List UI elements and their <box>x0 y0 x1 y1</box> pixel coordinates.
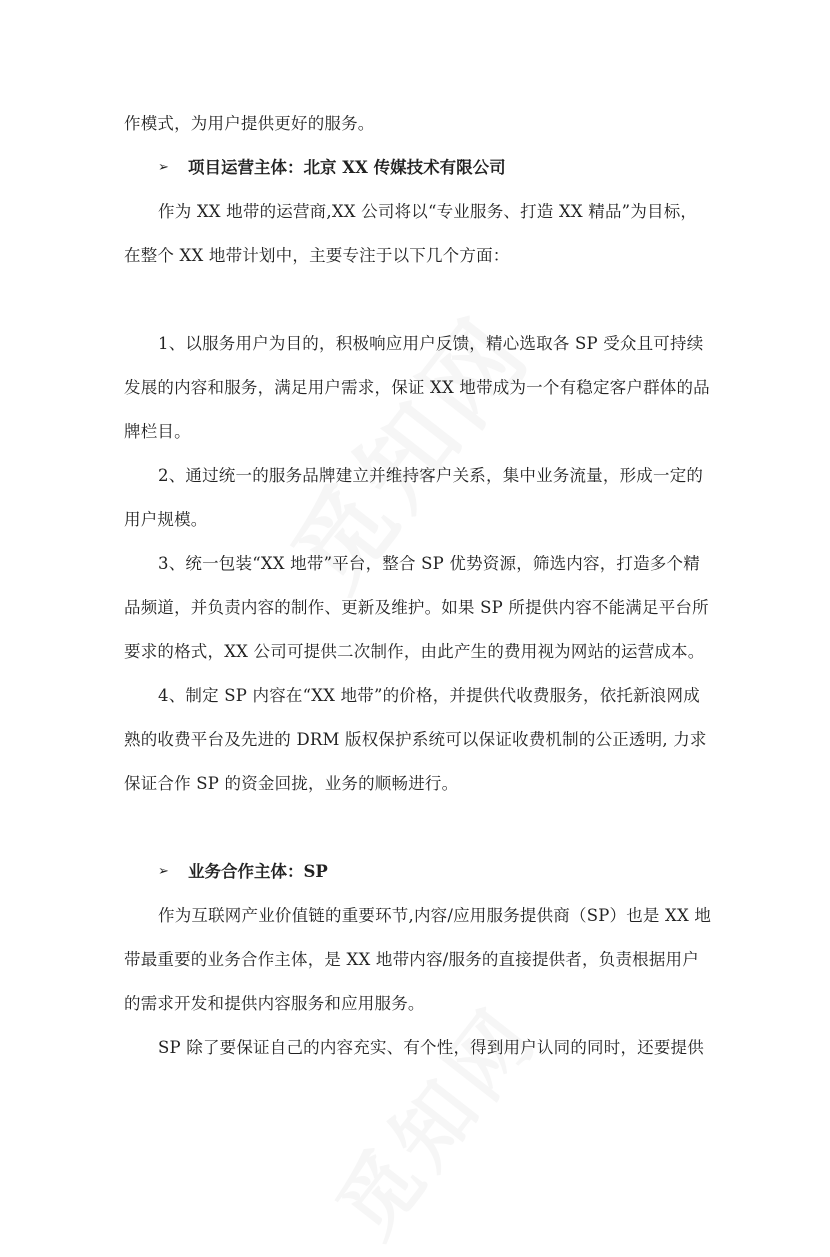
paragraph-line: 4、制定 SP 内容在“XX 地带”的价格，并提供代收费服务，依托新浪网成 <box>158 686 700 705</box>
paragraph-line: 牌栏目。 <box>124 422 191 441</box>
paragraph-line: 作为 XX 地带的运营商,XX 公司将以“专业服务、打造 XX 精品”为目标， <box>158 202 698 221</box>
section-heading-operator <box>158 158 506 178</box>
heading-text: 业务合作主体：SP <box>188 862 328 881</box>
paragraph-line: 的需求开发和提供内容服务和应用服务。 <box>124 994 425 1013</box>
heading-text: 项目运营主体：北京 XX 传媒技术有限公司 <box>188 158 506 177</box>
paragraph-line: 用户规模。 <box>124 510 208 529</box>
paragraph-line: 1、以服务用户为目的，积极响应用户反馈，精心选取各 SP 受众且可持续 <box>158 334 704 353</box>
section-heading-sp <box>158 862 328 882</box>
paragraph-line: SP 除了要保证自己的内容充实、有个性，得到用户认同的同时，还要提供 <box>158 1038 704 1057</box>
paragraph-line: 发展的内容和服务，满足用户需求，保证 XX 地带成为一个有稳定客户群体的品 <box>124 378 710 397</box>
paragraph-line: 在整个 XX 地带计划中，主要专注于以下几个方面： <box>124 246 510 265</box>
paragraph-line: 作为互联网产业价值链的重要环节,内容/应用服务提供商（SP）也是 XX 地 <box>158 906 712 925</box>
paragraph-line: 要求的格式，XX 公司可提供二次制作，由此产生的费用视为网站的运营成本。 <box>124 642 705 661</box>
paragraph-line: 带最重要的业务合作主体，是 XX 地带内容/服务的直接提供者，负责根据用户 <box>124 950 699 969</box>
paragraph-line: 作模式，为用户提供更好的服务。 <box>124 114 375 133</box>
arrow-bullet-icon: ➢ <box>158 160 169 175</box>
paragraph-line: 保证合作 SP 的资金回拢，业务的顺畅进行。 <box>124 774 459 793</box>
paragraph-line: 品频道，并负责内容的制作、更新及维护。如果 SP 所提供内容不能满足平台所 <box>124 598 709 617</box>
arrow-bullet-icon: ➢ <box>158 864 169 879</box>
watermark-bottom <box>305 978 558 1257</box>
paragraph-line: 熟的收费平台及先进的 DRM 版权保护系统可以保证收费机制的公正透明, 力求 <box>124 730 707 749</box>
paragraph-line: 3、统一包装“XX 地带”平台，整合 SP 优势资源，筛选内容，打造多个精 <box>158 554 700 573</box>
paragraph-line: 2、通过统一的服务品牌建立并维持客户关系，集中业务流量，形成一定的 <box>158 466 704 485</box>
